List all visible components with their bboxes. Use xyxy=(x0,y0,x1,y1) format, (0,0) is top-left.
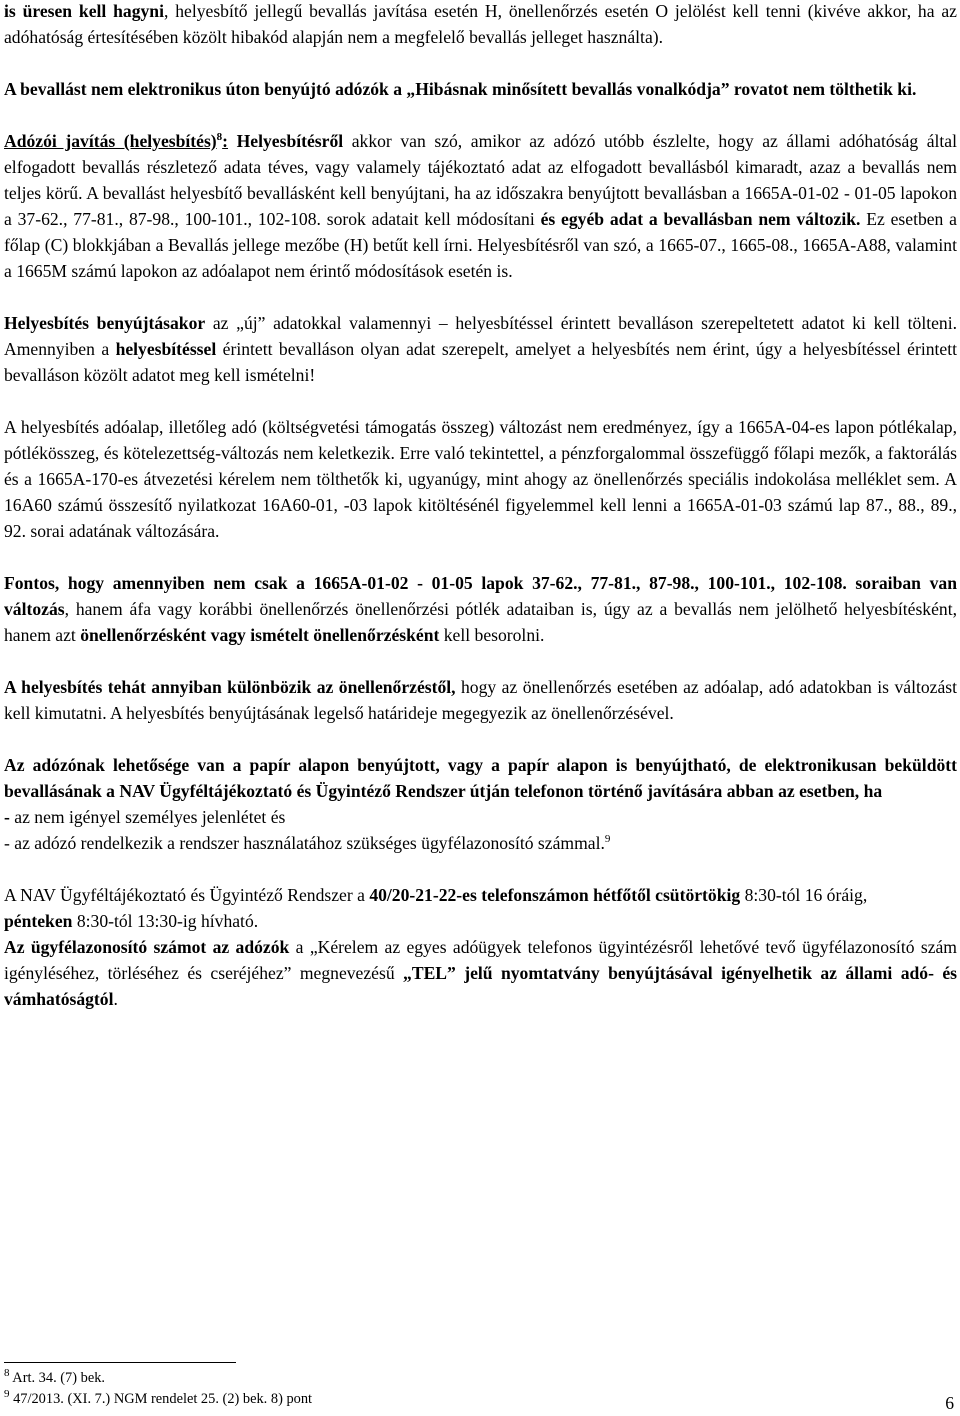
body-text: , helyesbítő jellegű bevallás javítása esetén H, önellenőrzés esetén O jelölést kell tenni (kivéve akkor, ha az adóhatóság értesítésében közölt hibakód alapján nem a megfelelő bevallás jelleget használta). xyxy=(4,1,957,47)
body-text: hogy az önellenőrzés esetében az adóalap, adó adatokban is változást kell kimutatni. A helyesbítés benyújtásának legelső határideje megegyezik az önellenőrzésével. xyxy=(4,677,958,723)
bold-text: Helyesbítésről xyxy=(228,131,344,151)
list-item: az nem igényel személyes jelenlétet és xyxy=(9,807,286,827)
paragraph-adozoi-javitas xyxy=(4,128,957,284)
bold-text: Az adózónak lehetősége van a papír alapon benyújtott, vagy a papír alapon is benyújtható, de elektronikusan beküldött bevallásának a NAV Ügyféltájékoztató és Ügyintéző Rendszer útján telefonon történő javítására abban az esetben, ha xyxy=(4,755,957,801)
paragraph-fontos xyxy=(4,570,957,648)
footnote-number: 9 xyxy=(4,1388,10,1401)
bold-text: pénteken xyxy=(4,911,73,931)
body-text: kell besorolni. xyxy=(439,625,545,645)
body-text: A helyesbítés adóalap, illetőleg adó (költségvetési támogatás összeg) változást nem eredményez, így a 1665A-04-es lapon pótlékalap, pótlékösszeg, és kötelezettség-változás nem keletkezik. Erre való tekintettel, a pénzforgalommal összefüggő főlapi mezők, a faktorálás és a 1665A-170-es átvezetési kérelem nem tölthetők ki, ugyanúgy, mint ahogy az önellenőrzés speciális indokolása melléklet sem. A 16A60 számú összesítő nyilatkozat 16A60-01, -03 lapok kitöltésénél figyelemmel kell lenni a 1665A-01-03 számú lap 87., 88., 89., 92. sorai adatának változására. xyxy=(4,417,957,541)
bold-text: és egyéb adat a bevallásban nem változik. xyxy=(540,209,861,229)
footnote-ref: 9 xyxy=(604,833,611,846)
paragraph-vonalkod xyxy=(4,76,957,102)
bold-text: Az ügyfélazonosító számot az adózók xyxy=(4,937,290,957)
paragraph-helyesbites-benyujtas xyxy=(4,310,957,388)
footnote-number: 8 xyxy=(4,1367,10,1380)
footnote-9 xyxy=(4,1389,904,1410)
paragraph-kulonbseg xyxy=(4,674,957,726)
body-text: 8:30-tól 13:30-ig hívható. xyxy=(72,911,259,931)
body-text: . xyxy=(113,989,118,1009)
body-text: érintett bevalláson olyan adat szerepelt, amelyet a helyesbítés nem érint, úgy a helyesbítéssel érintett bevalláson közölt adatot meg kell ismételni! xyxy=(4,339,957,385)
body-text: A NAV Ügyféltájékoztató és Ügyintéző Rendszer a xyxy=(4,885,370,905)
footnote-text: Art. 34. (7) bek. xyxy=(9,1370,106,1386)
body-text: , hanem áfa vagy korábbi önellenőrzés önellenőrzési pótlék adataiban is, úgy az a bevallás nem jelölhető helyesbítésként, hanem azt xyxy=(4,599,957,645)
paragraph-ugyfelszolgalat xyxy=(4,882,957,934)
paragraph-bevallas-jellege xyxy=(4,0,957,50)
body-text: 8:30-tól 16 óráig, xyxy=(740,885,868,905)
list-dash: - xyxy=(4,807,10,827)
heading-colon: : xyxy=(222,131,229,151)
bold-text: önellenőrzésként vagy ismételt önellenőrzésként xyxy=(80,625,440,645)
bold-text: „TEL” jelű nyomtatvány benyújtásával igényelhetik az állami adó- és vámhatóságtól xyxy=(4,963,957,1009)
bold-text: 40/20-21-22-es telefonszámon hétfőtől csütörtökig xyxy=(369,885,741,905)
footnote-ref: 8 xyxy=(216,131,223,144)
paragraph-telefonos-javitas xyxy=(4,752,957,856)
bold-text: A bevallást nem elektronikus úton benyújtó adózók a „Hibásnak minősített bevallás vonalkódja” rovatot nem tölthetik ki. xyxy=(4,79,917,99)
body-text: akkor van szó, amikor az adózó utóbb észlelte, hogy az állami adóhatóság által elfogadott bevallás részletező adata téves, vagy valamely tájékoztató adat az elfogadott bevallásból kimaradt, azaz a bevallás nem teljes körű. A bevallást helyesbítő bevallásként kell benyújtani, ha az időszakra benyújtott bevallásban a 1665A-01-02 - 01-05 lapokon a 37-62., 77-81., 87-98., 100-101., 102-108. sorok adatait kell módosítani xyxy=(4,131,958,229)
page-number: 6 xyxy=(945,1393,954,1413)
bold-text: A helyesbítés tehát annyiban különbözik az önellenőrzéstől, xyxy=(4,677,456,697)
footnotes xyxy=(4,1368,904,1410)
body-text: az „új” adatokkal valamennyi – helyesbítéssel érintett bevalláson szerepeltetett adatot ki kell tölteni. Amennyiben a xyxy=(4,313,957,359)
bold-text: is üresen kell hagyni xyxy=(4,1,164,21)
body-text: a „Kérelem az egyes adóügyek telefonos ügyintézésről lehetővé tevő ügyfélazonosító szám igényléséhez, törléséhez és cseréjéhez” megnevezésű xyxy=(4,937,957,983)
footnote-divider xyxy=(4,1362,236,1363)
section-heading: Adózói javítás (helyesbítés) xyxy=(4,131,217,151)
page-body xyxy=(4,0,957,1038)
bold-text: Fontos, hogy amennyiben nem csak a 1665A-01-02 - 01-05 lapok 37-62., 77-81., 87-98., 100-101., 102-108. soraiban van változás xyxy=(4,573,957,619)
body-text: Ez esetben a főlap (C) blokkjában a Bevallás jellege mezőbe (H) betűt kell írni. Helyesbítésről van szó, a 1665-07., 1665-08., 1665A-A88, valamint a 1665M számú lapokon az adóalapot nem érintő módosítások esetén is. xyxy=(4,209,957,281)
bold-text: helyesbítéssel xyxy=(115,339,217,359)
bold-text: Helyesbítés benyújtásakor xyxy=(4,313,206,333)
list-item: - az adózó rendelkezik a rendszer használatához szükséges ügyfélazonosító számmal. xyxy=(4,833,605,853)
paragraph-ugyfelazonosito xyxy=(4,934,957,1012)
paragraph-adoalap xyxy=(4,414,957,544)
footnote-text: 47/2013. (XI. 7.) NGM rendelet 25. (2) bek. 8) pont xyxy=(9,1391,313,1407)
footnote-8 xyxy=(4,1368,904,1389)
